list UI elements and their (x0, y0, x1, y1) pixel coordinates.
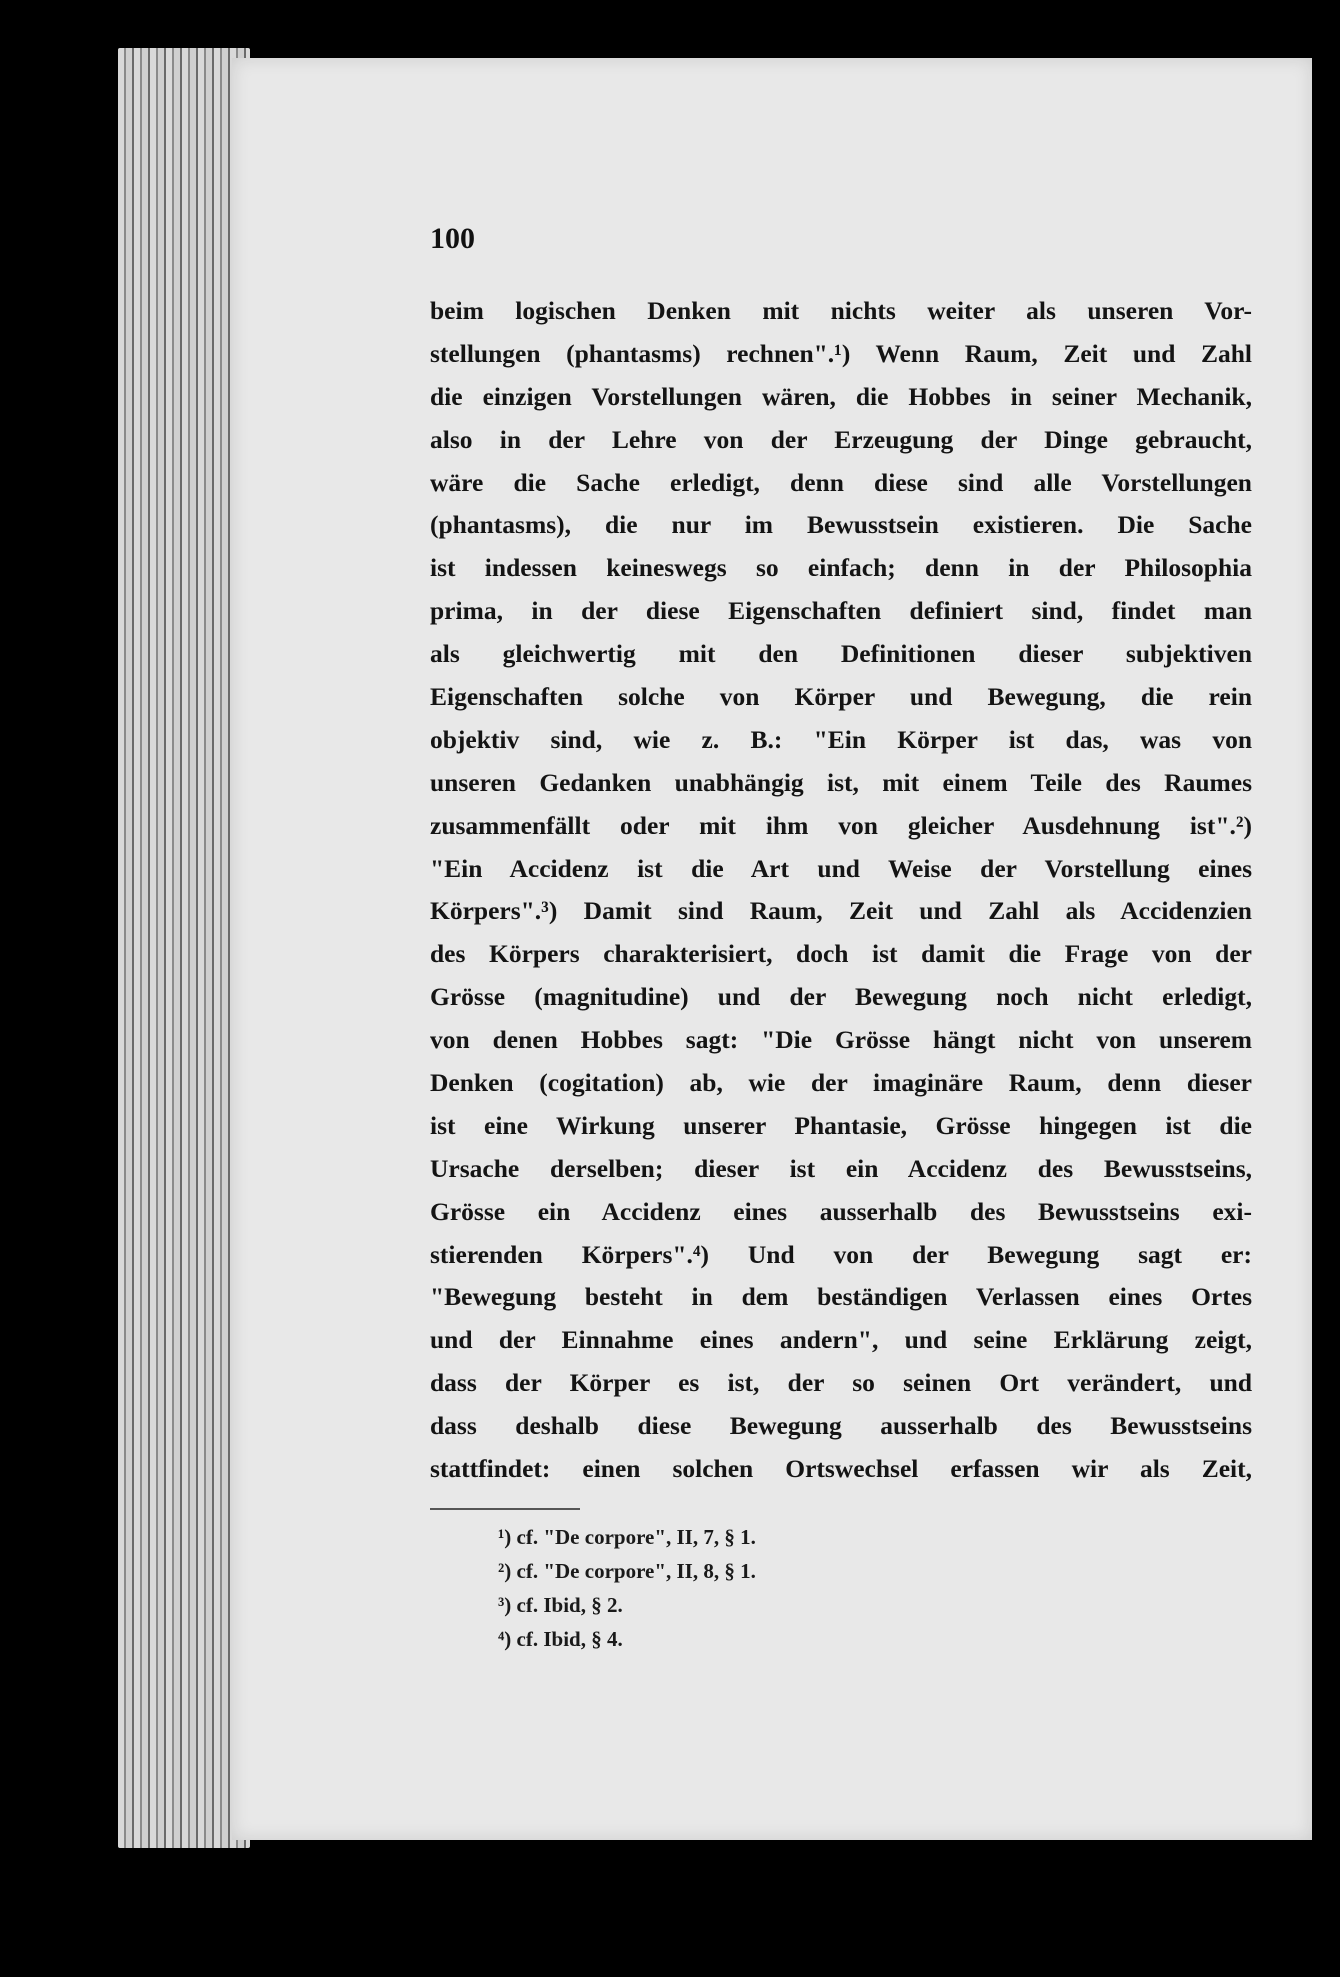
text-line: und der Einnahme eines andern", und seine Erklärung zeigt, (430, 1325, 1252, 1355)
text-line: zusammenfällt oder mit ihm von gleicher Ausdehnung ist".²) (430, 810, 1252, 840)
text-line: von denen Hobbes sagt: "Die Grösse hängt nicht von unserem (430, 1025, 1252, 1055)
text-line: Körpers".³) Damit sind Raum, Zeit und Zahl als Accidenzien (430, 896, 1252, 926)
text-line: Grösse ein Accidenz eines ausserhalb des Bewusstseins exi- (430, 1196, 1252, 1226)
text-line: beim logischen Denken mit nichts weiter als unseren Vor- (430, 296, 1252, 325)
text-line: "Bewegung besteht in dem beständigen Verlassen eines Ortes (430, 1282, 1252, 1312)
text-line: also in der Lehre von der Erzeugung der Dinge gebraucht, (430, 424, 1252, 454)
text-line: stellungen (phantasms) rechnen".¹) Wenn Raum, Zeit und Zahl (430, 338, 1252, 368)
footnote: ²) cf. "De corpore", II, 8, § 1. (498, 1559, 756, 1583)
text-line: unseren Gedanken unabhängig ist, mit einem Teile des Raumes (430, 767, 1252, 797)
text-line: Eigenschaften solche von Körper und Bewegung, die rein (430, 682, 1252, 712)
text-line: ist indessen keineswegs so einfach; denn in der Philosophia (430, 553, 1252, 583)
text-line: objektiv sind, wie z. B.: "Ein Körper ist das, was von (430, 724, 1252, 754)
body-text (430, 290, 1252, 1491)
text-line: stattfindet: einen solchen Ortswechsel erfassen wir als Zeit, (430, 1454, 1252, 1484)
text-line: Grösse (magnitudine) und der Bewegung noch nicht erledigt, (430, 982, 1252, 1012)
page-number: 100 (430, 222, 475, 255)
text-line: Ursache derselben; dieser ist ein Accidenz des Bewusstseins, (430, 1153, 1252, 1183)
text-line: Denken (cogitation) ab, wie der imaginäre Raum, denn dieser (430, 1068, 1252, 1098)
text-line: dass deshalb diese Bewegung ausserhalb des Bewusstseins (430, 1411, 1252, 1441)
page-edges (118, 48, 250, 1848)
footnotes (498, 1520, 756, 1656)
text-line: "Ein Accidenz ist die Art und Weise der Vorstellung eines (430, 853, 1252, 883)
text-line: wäre die Sache erledigt, denn diese sind alle Vorstellungen (430, 467, 1252, 497)
text-line: ist eine Wirkung unserer Phantasie, Grösse hingegen ist die (430, 1110, 1252, 1140)
text-line: dass der Körper es ist, der so seinen Ort verändert, und (430, 1368, 1252, 1398)
text-line: als gleichwertig mit den Definitionen dieser subjektiven (430, 639, 1252, 669)
footnote: ⁴) cf. Ibid, § 4. (498, 1627, 623, 1651)
footnote: ¹) cf. "De corpore", II, 7, § 1. (498, 1525, 756, 1549)
text-line: die einzigen Vorstellungen wären, die Hobbes in seiner Mechanik, (430, 381, 1252, 411)
text-line: stierenden Körpers".⁴) Und von der Bewegung sagt er: (430, 1239, 1252, 1269)
text-line: prima, in der diese Eigenschaften definiert sind, findet man (430, 596, 1252, 626)
text-line: (phantasms), die nur im Bewusstsein existieren. Die Sache (430, 510, 1252, 540)
text-line: des Körpers charakterisiert, doch ist damit die Frage von der (430, 939, 1252, 969)
footnote: ³) cf. Ibid, § 2. (498, 1593, 623, 1617)
footnote-rule (430, 1508, 580, 1510)
